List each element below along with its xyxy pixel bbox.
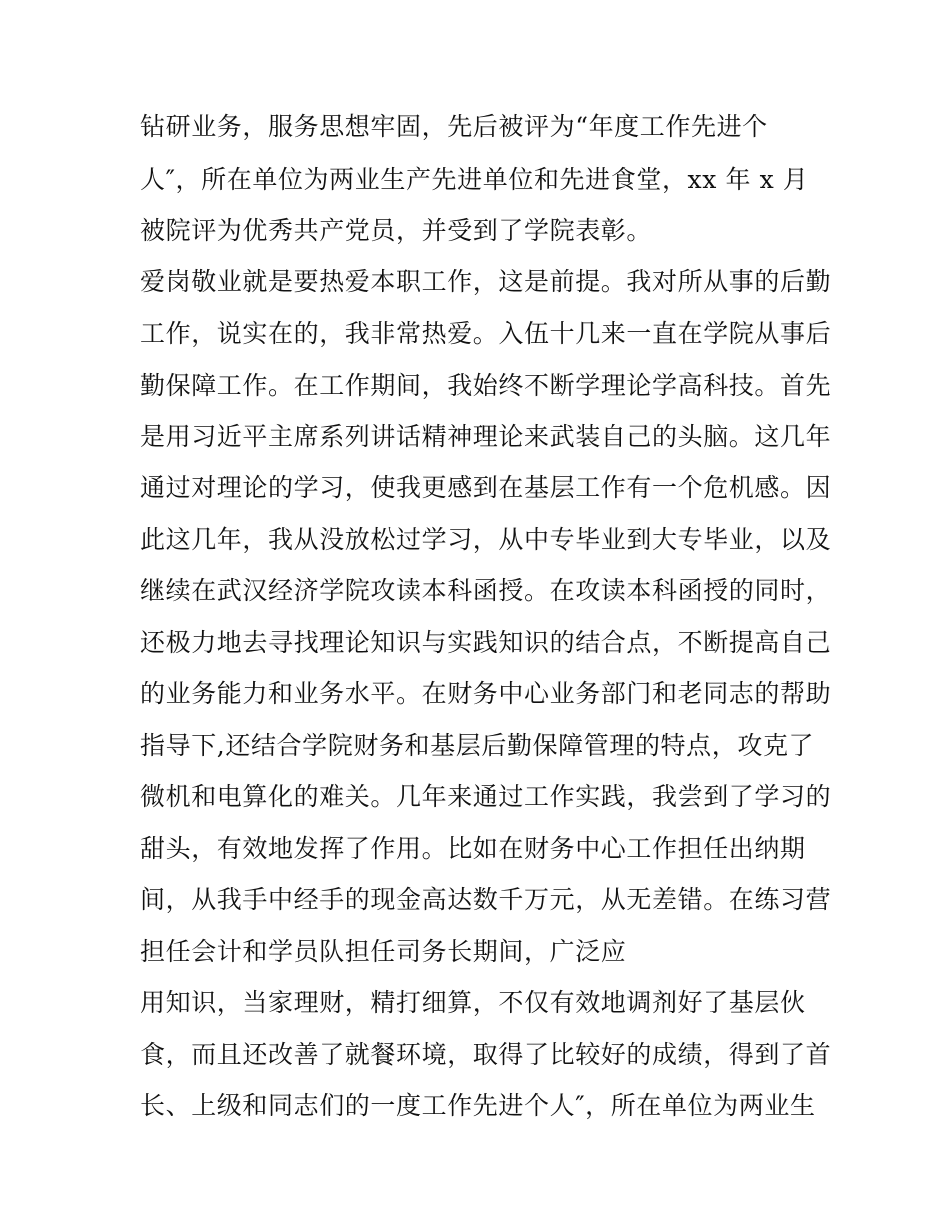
text-line: 微机和电算化的难关。几年来通过工作实践，我尝到了学习的 bbox=[140, 782, 832, 811]
text-line: 甜头，有效地发挥了作用。比如在财务中心工作担任出纳期 bbox=[140, 834, 806, 863]
text-line: 长、上级和同志们的一度工作先进个人″，所在单位为两业生 bbox=[140, 1091, 816, 1120]
text-line: 担任会计和学员队担任司务长期间，广泛应 bbox=[140, 937, 627, 966]
text-line: 食，而且还改善了就餐环境，取得了比较好的成绩，得到了首 bbox=[140, 1040, 832, 1069]
text-line: 工作，说实在的，我非常热爱。入伍十几来一直在学院从事后 bbox=[140, 319, 832, 348]
text-line: 人″，所在单位为两业生产先进单位和先进食堂，xx 年 x 月 bbox=[140, 165, 809, 194]
text-line: 还极力地去寻找理论知识与实践知识的结合点，不断提高自己 bbox=[140, 628, 832, 657]
text-line: 此这几年，我从没放松过学习，从中专毕业到大专毕业，以及 bbox=[140, 525, 832, 554]
text-line: 是用习近平主席系列讲话精神理论来武装自己的头脑。这几年 bbox=[140, 422, 832, 451]
text-line: 指导下,还结合学院财务和基层后勤保障管理的特点，攻克了 bbox=[140, 731, 815, 760]
text-line: 通过对理论的学习，使我更感到在基层工作有一个危机感。因 bbox=[140, 473, 832, 502]
text-line: 的业务能力和业务水平。在财务中心业务部门和老同志的帮助 bbox=[140, 679, 832, 708]
text-line: 用知识，当家理财，精打细算，不仅有效地调剂好了基层伙 bbox=[140, 988, 806, 1017]
text-line: 继续在武汉经济学院攻读本科函授。在攻读本科函授的同时， bbox=[140, 576, 832, 605]
text-line: 被院评为优秀共产党员，并受到了学院表彰。 bbox=[140, 216, 653, 245]
text-line: 爱岗敬业就是要热爱本职工作，这是前提。我对所从事的后勤 bbox=[140, 267, 832, 296]
text-line: 间，从我手中经手的现金高达数千万元，从无差错。在练习营 bbox=[140, 885, 832, 914]
text-line: 勤保障工作。在工作期间，我始终不断学理论学高科技。首先 bbox=[140, 371, 832, 400]
text-line: 钻研业务，服务思想牢固，先后被评为“年度工作先进个 bbox=[140, 112, 768, 141]
